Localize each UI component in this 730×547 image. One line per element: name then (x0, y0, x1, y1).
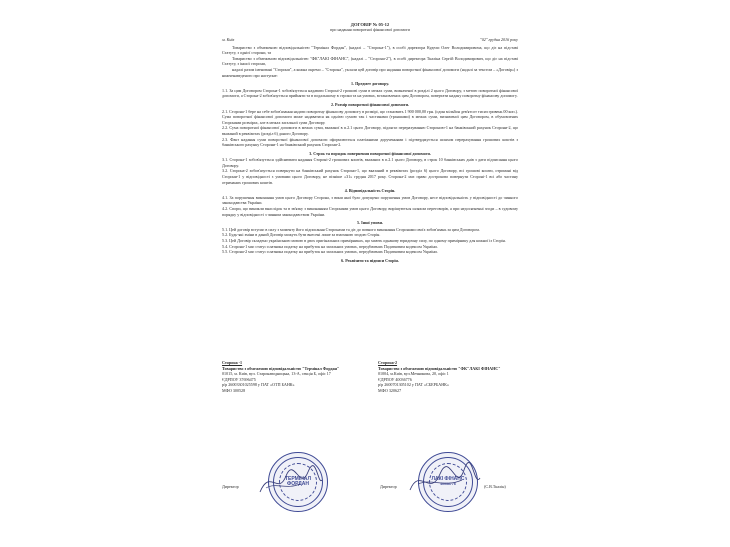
section-heading: 3. Строк та порядок повернення поворотної фінансової допомоги. (309, 150, 431, 156)
document-title: ДОГОВІР № 05-12 (350, 22, 390, 27)
party-2-address: 01004, м.Київ, вул.Мечникова, 20, офіс 1 (378, 371, 449, 377)
city-date-row (222, 37, 518, 43)
contract-date: "02" грудня 2016 року (479, 37, 518, 42)
party-1-seal-text: ТЕРМІНАЛ ФОРДАН (279, 463, 317, 501)
party-2-edrpou: ЄДРПОУ 40036776 (378, 376, 412, 382)
contract-page (222, 22, 518, 522)
preamble-closing: надалі разом іменовані "Сторони", а кожна окремо – "Сторона", уклали цей договір про надання поворотної фінансової допомоги (надалі за текстом – «Договір») з нижченаведеного про наступне: (222, 66, 518, 78)
preamble-party-1: Товариство з обмеженою відповідальністю "Термінал Фордан", (надалі – "Сторона-1"), в особі директора Кудели Олег Володимировича, що діє на підставі Статуту, з однієї сторони, та (222, 44, 518, 56)
clause: 4.1. За порушення виконання умов цього Договору Сторона, з вини якої було допущено порушення умов Договору, несе відповідальність у відповідності до чинного законодавства України. (222, 194, 518, 206)
section-heading: 1. Предмет договору. (351, 81, 389, 87)
party-2-mfo: МФО 320627 (378, 387, 402, 393)
party-2-signer-name: (С.В.Ткалін) (484, 484, 506, 489)
party-2-seal-text: ЛАКІ ФІНАНС 40036776 (429, 463, 467, 501)
clause: 3.1. Сторона-1 зобов'язується здійснювати надання Стороні-2 грошових коштів, вказаних в п.2.1 цього Договору, в строк 10 банківських днів з дати підписання цього Договору. (222, 157, 518, 168)
section-5 (222, 220, 518, 255)
clause: 1.1. За цим Договором Сторона-1 зобов'язується надавати Стороні-2 грошові суми в межах суми, визначеної в розділі 2 цього Договору, з метою поворотної фінансової допомоги, а Сторона-2 зобов'язується прийняти та в подальшому в строки та на умовах, встановлених цим Договором, повертати надану поворотну фінансову допомогу. (222, 87, 518, 99)
clause: 3.2. Сторона-2 зобов'язується повернути на банківський рахунок Сторони-1, що вказаний в реквізитах (розділ 6) цього Договору, всі грошові кошти, отримані від Сторони-1 у відповідності з умовами цього Договору, не пізніше «31» грудня 2017 року. Сторона-2 має право достроково повернути Стороні-1 всі або частину отриманих грошових коштів. (222, 168, 518, 185)
clause: 5.4. Сторона-1 має статус платника податку на прибуток на загальних умовах, передбачених Податковим кодексом України. (222, 243, 438, 249)
party-2-name: Товариство з обмеженою відповідальністю "ФК"ЛАКІ ФІНАНС" (378, 365, 501, 371)
party-2-heading: Сторона-2 (378, 360, 398, 365)
section-1 (222, 81, 518, 99)
party-1-address: 01015, м. Київ, вул. Старонаводницька, 13-А, секція Б, офіс 17 (222, 371, 331, 377)
party-1-mfo: МФО 300528 (222, 387, 246, 393)
party-1-account: р/р 26003301025598 у ПАТ «ОТП БАНК» (222, 382, 295, 388)
clause: 4.2. Спори, що виникли внаслідок та в зв'язку з виконанням Сторонами умов цього Договору, вирішуються шляхом переговорів, а при недосягненні згоди – в судовому порядку у відповідності з чинним законодавством України. (222, 206, 518, 217)
clause: 2.2. Сума поворотної фінансової допомоги в межах суми, вказаної в п.2.1 цього Договору, підлягає перерахуванню Стороною-1 на банківський рахунок Сторони-2, що вказаний в реквізитах (розділ 6) даного Договору. (222, 125, 518, 136)
clause: 5.3. Цей Договір складено українською мовою в двох оригінальних примірниках, що мають однакову юридичну силу, по одному примірнику для кожної із Сторін. (222, 238, 506, 243)
party-1-signature-line (222, 484, 239, 490)
party-1-block (222, 360, 362, 394)
party-1-name: Товариство з обмеженою відповідальністю "Термінал Фордан" (222, 365, 340, 371)
clause: 5.5. Сторона-2 має статус платника податку на прибуток на загальних умовах, передбачених Податковим кодексом України. (222, 249, 438, 255)
party-2-signer-name-line (484, 484, 506, 490)
party-1-edrpou: ЄДРПОУ 37696475 (222, 376, 256, 382)
document-subtitle: про надання поворотної фінансової допомоги (330, 27, 410, 33)
party-2-signature-line (380, 484, 397, 490)
preamble (222, 45, 518, 79)
section-2 (222, 102, 518, 148)
clause: 5.1. Цей договір вступає в силу з моменту його підписання Сторонами та діє до повного виконання Сторонами своїх зобов'язань за цим Договором. (222, 226, 480, 232)
preamble-party-2: Товариство з обмеженою відповідальністю "ФК"ЛАКІ ФІНАНС", (надалі – "Сторона-2"), в особі директора Ткаліна Сергій Володимирович, що діє на підставі Статуту, з іншої сторони, (222, 55, 518, 67)
city: м. Київ (222, 37, 235, 42)
clause: 5.2. Будь-які зміни в даний Договір можуть бути внесені лише за взаємною згодою Сторін. (222, 232, 381, 238)
party-details (222, 360, 518, 394)
party-1-sign-label: Директор (222, 484, 239, 489)
party-2-account: р/р 2600701305102 у ПАТ «СБЕРБАНК» (378, 382, 449, 388)
section-heading: 5. Інші умови. (357, 220, 383, 226)
section-heading: 2. Розмір поворотної фінансової допомоги. (330, 101, 410, 107)
clause: 2.3. Факт надання суми поворотної фінансової допомоги оформлюється платіжними дорученнями і підтверджується шляхом перерахування грошових коштів з банківського рахунку Сторони-1 на банківський рахунок Сторони-2. (222, 136, 518, 148)
section-4 (222, 188, 518, 217)
clause: 2.1. Сторона-1 бере на себе зобов'язання надати поворотну фінансову допомогу в розмірі, що становить 1 900 000,00 грн. (один мільйон дев'ятсот тисяч гривень 00 коп.). Сума поворотної фінансової допомоги може надаватися як однією сумою так і частинами (траншами) в межах суми, визначеної цим Договором, в обумовлених Сторонами розмірах, але в межах загальної суми Договору. (222, 108, 518, 125)
section-heading: 4. Відповідальність Сторін. (344, 188, 396, 194)
party-2-block (378, 360, 518, 394)
party-1-signature (256, 462, 326, 502)
section-3 (222, 151, 518, 186)
party-2-signature (404, 462, 484, 502)
party-2-sign-label: Директор (380, 484, 397, 489)
section-6-heading: 6. Реквізити та підписи Сторін. (341, 257, 399, 263)
party-1-heading: Сторона -1 (222, 360, 243, 365)
